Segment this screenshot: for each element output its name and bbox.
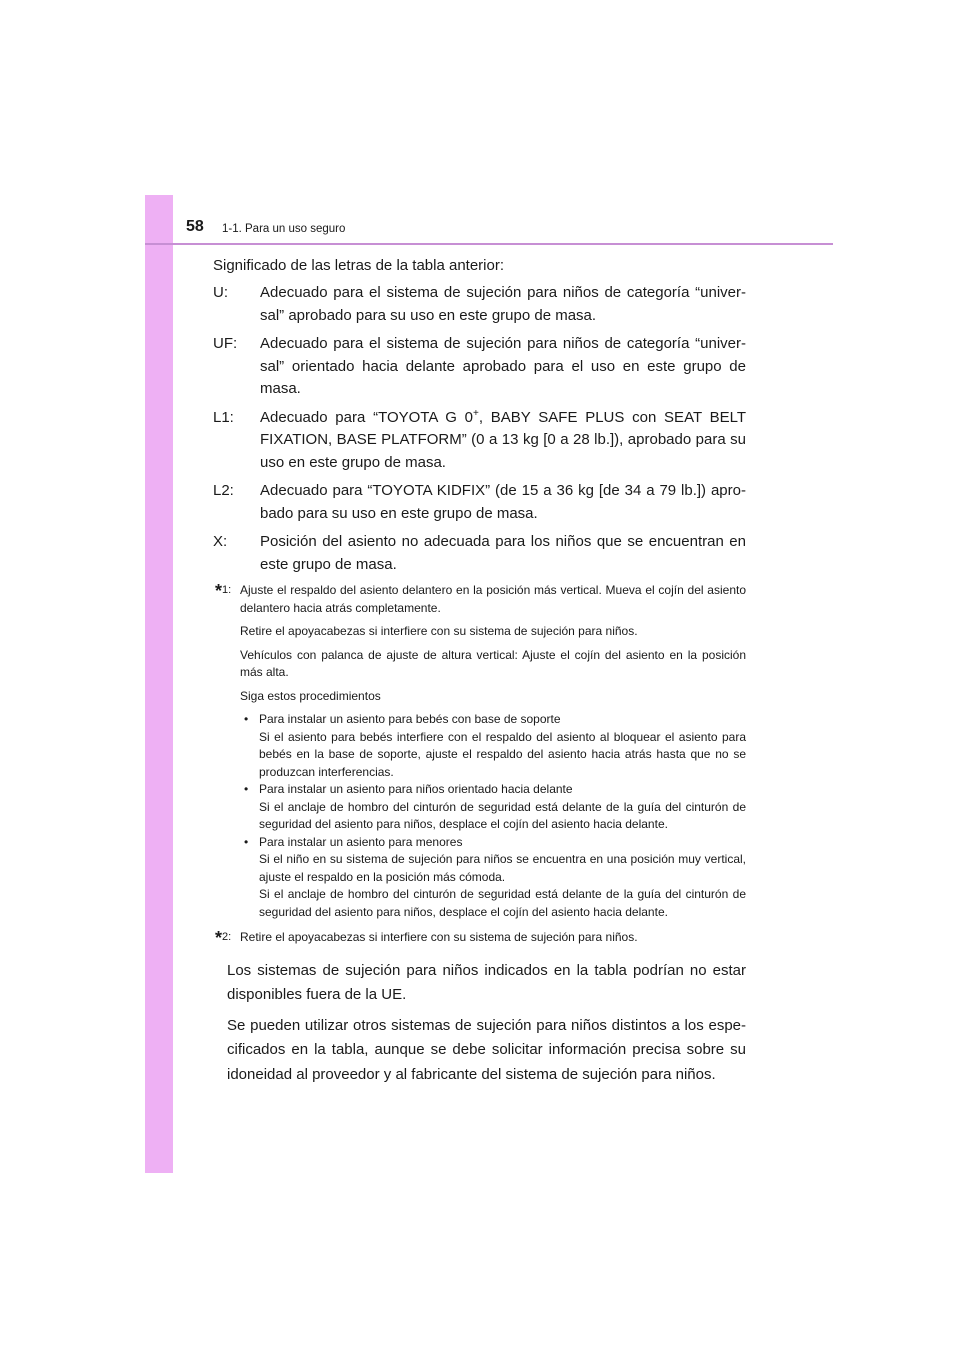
asterisk-icon: *	[215, 928, 223, 948]
footnote-number: 1:	[222, 584, 232, 596]
definition-l1	[213, 407, 746, 475]
definition-key: U:	[213, 284, 228, 301]
definition-l2	[213, 480, 746, 525]
list-item-text: Si el anclaje de hombro del cinturón de seguridad está delante de la guía del cinturón de seguridad del asiento para niños, desplace el cojín del asiento hacia delante.	[259, 799, 746, 831]
definition-u	[213, 282, 746, 327]
list-item	[240, 834, 746, 922]
definition-key: L2:	[213, 482, 234, 499]
chapter-side-tab	[145, 195, 173, 1173]
definitions-intro: Significado de las letras de la tabla anterior:	[213, 257, 505, 274]
page-number: 58	[186, 218, 204, 235]
definition-x	[213, 531, 746, 576]
list-item	[240, 781, 746, 834]
procedure-list	[240, 711, 746, 921]
header-divider	[145, 243, 833, 245]
definition-text: Posición del asiento no adecuada para los niños que se encuentran en este grupo de masa.	[260, 533, 746, 573]
footnote-paragraph: Siga estos procedimientos	[240, 688, 381, 703]
footnote-1	[200, 582, 746, 925]
body-paragraph: Se pueden utilizar otros sistemas de sujeción para niños distintos a los espe-cificados en la tabla, aunque se debe solicitar información precisa sobre su idoneidad al proveedor y al fabricante del sistema de sujeción para niños.	[227, 1016, 746, 1083]
footnote-number: 2:	[222, 931, 232, 943]
list-item	[240, 711, 746, 781]
footnote-body	[240, 582, 746, 925]
footnote-body	[240, 929, 746, 953]
footnote-paragraph: Ajuste el respaldo del asiento delantero en la posición más vertical. Mueva el cojín del asiento delantero hacia atrás completamente.	[240, 583, 746, 615]
list-item-text: Si el niño en su sistema de sujeción para niños se encuentra en una posición muy vertical, ajuste el respaldo en la posición más cómoda.	[259, 852, 746, 884]
superscript-plus: +	[473, 407, 479, 419]
definition-key: X:	[213, 533, 228, 550]
definition-key: UF:	[213, 335, 238, 352]
body-paragraph: Los sistemas de sujeción para niños indicados en la tabla podrían no estar disponibles fuera de la UE.	[227, 961, 746, 1003]
footnote-paragraph: Retire el apoyacabezas si interfiere con su sistema de sujeción para niños.	[240, 624, 638, 638]
definition-text: Adecuado para el sistema de sujeción para niños de categoría “univer-sal” aprobado para su uso en este grupo de masa.	[260, 284, 746, 324]
definition-key: L1:	[213, 408, 234, 426]
list-item-text: Si el asiento para bebés interfiere con el respaldo del asiento al bloquear el asiento para bebés en la base de soporte, ajuste el respaldo del asiento hacia atrás hasta que no se produzcan interferencias.	[259, 729, 746, 779]
footnote-marker	[200, 929, 240, 953]
definition-text: Adecuado para “TOYOTA KIDFIX” (de 15 a 36 kg [de 34 a 79 lb.]) apro-bado para su uso en este grupo de masa.	[260, 482, 746, 522]
definition-text-part: Adecuado para “TOYOTA G 0	[260, 408, 474, 426]
definition-text-part: , BABY SAFE PLUS con SEAT BELT FIXATION, BASE PLATFORM” (0 a 13 kg [0 a 28 lb.]), aprobado para su uso en este grupo de masa.	[260, 408, 746, 471]
definition-text	[260, 407, 746, 475]
definition-text: Adecuado para el sistema de sujeción para niños de categoría “univer-sal” orientado hacia delante aprobado para el uso en este grupo de masa.	[260, 335, 746, 397]
list-item-text: Si el anclaje de hombro del cinturón de seguridad está delante de la guía del cinturón de seguridad del asiento para niños, desplace el cojín del asiento hacia delante.	[259, 887, 746, 919]
footnote-2	[200, 929, 746, 953]
asterisk-icon: *	[215, 581, 223, 601]
page-content	[200, 255, 746, 1087]
list-item-title: • Para instalar un asiento para menores	[259, 834, 463, 849]
definition-uf	[213, 333, 746, 401]
footnote-marker	[200, 582, 240, 925]
list-item-title: • Para instalar un asiento para bebés con base de soporte	[259, 712, 561, 726]
footnote-paragraph: Vehículos con palanca de ajuste de altura vertical: Ajuste el cojín del asiento en la posición más alta.	[240, 647, 746, 679]
footnote-paragraph: Retire el apoyacabezas si interfiere con su sistema de sujeción para niños.	[240, 930, 638, 944]
list-item-title: • Para instalar un asiento para niños orientado hacia delante	[259, 782, 573, 796]
section-title: 1-1. Para un uso seguro	[222, 223, 346, 235]
